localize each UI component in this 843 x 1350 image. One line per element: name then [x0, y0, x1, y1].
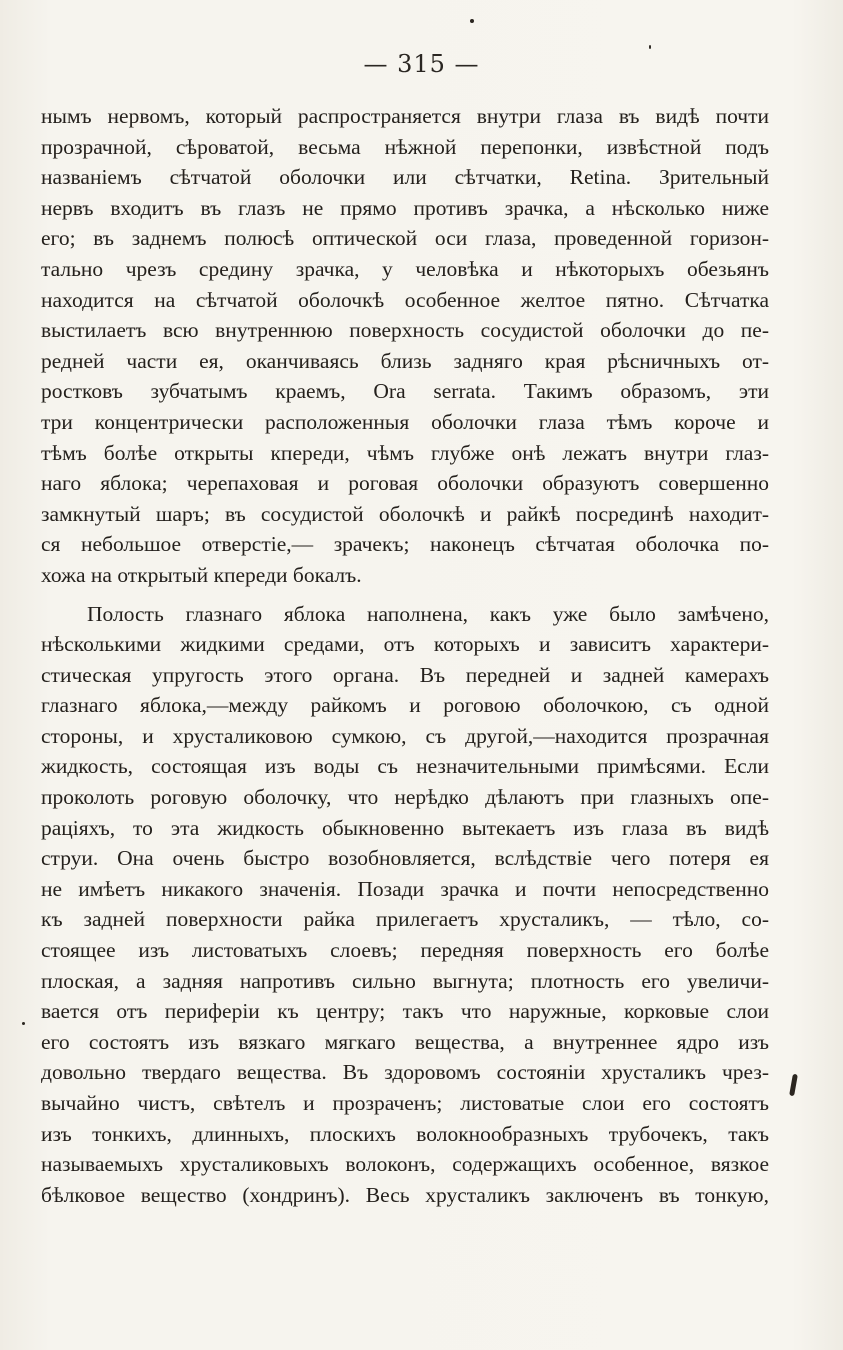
text-line: глазнаго яблока,—между райкомъ и роговою оболочкою, съ одной	[41, 693, 769, 718]
ink-speck	[470, 19, 474, 23]
text-line: его состоятъ изъ вязкаго мягкаго вещества, а внутреннее ядро изъ	[41, 1029, 769, 1054]
text-line: къ задней поверхности райка прилегаетъ хрусталикъ, — тѣло, со-	[41, 907, 769, 932]
text-line: жидкость, состоящая изъ воды съ незначительными примѣсями. Если	[41, 754, 769, 779]
text-line: замкнутый шаръ; въ сосудистой оболочкѣ и райкѣ посрединѣ находит-	[41, 501, 769, 526]
text-line: тально чрезъ средину зрачка, у человѣка и нѣкоторыхъ обезьянъ	[41, 256, 769, 281]
ink-speck	[789, 1074, 798, 1097]
text-line: нымъ нервомъ, который распространяется внутри глаза въ видѣ почти	[41, 104, 769, 128]
text-line: ростковъ зубчатымъ краемъ, Ora serrata. Такимъ образомъ, эти	[41, 379, 769, 404]
text-line: редней части ея, оканчиваясь близь задняго края рѣсничныхъ от-	[41, 348, 769, 373]
text-line: раціяхъ, то эта жидкость обыкновенно вытекаетъ изъ глаза въ видѣ	[41, 815, 769, 840]
text-line: плоская, а задняя напротивъ сильно выгнута; плотность его увеличи-	[41, 968, 769, 993]
text-line: нѣсколькими жидкими средами, отъ которыхъ и зависитъ характери-	[41, 632, 769, 657]
page-number: — 315 —	[363, 50, 480, 78]
text-line: бѣлковое вещество (хондринъ). Весь хрусталикъ заключенъ въ тонкую,	[41, 1182, 769, 1207]
text-line: тѣмъ болѣе открыты кпереди, чѣмъ глубже онѣ лежатъ внутри глаз-	[41, 440, 769, 465]
text-line: вается отъ периферіи къ центру; такъ что наружные, корковые слои	[41, 999, 769, 1024]
text-line: наго яблока; черепаховая и роговая оболочки образуютъ совершенно	[41, 471, 769, 496]
text-line: выстилаетъ всю внутреннюю поверхность сосудистой оболочки до пе-	[41, 318, 769, 343]
text-line: его; въ заднемъ полюсѣ оптической оси глаза, проведенной горизон-	[41, 226, 769, 251]
text-line: три концентрически расположенныя оболочки глаза тѣмъ короче и	[41, 409, 769, 434]
text-line: хожа на открытый кпереди бокалъ.	[41, 562, 362, 587]
text-line: нервъ входитъ въ глазъ не прямо противъ зрачка, а нѣсколько ниже	[41, 195, 769, 220]
text-line: проколоть роговую оболочку, что нерѣдко дѣлаютъ при глазныхъ опе-	[41, 785, 769, 810]
text-line: стическая упругость этого органа. Въ передней и задней камерахъ	[41, 662, 769, 687]
text-line: прозрачной, сѣроватой, весьма нѣжной перепонки, извѣстной подъ	[41, 134, 769, 159]
text-line: вычайно чистъ, свѣтелъ и прозраченъ; листоватые слои его состоятъ	[41, 1091, 769, 1115]
paragraph-gap	[41, 591, 769, 599]
text-line: не имѣетъ никакого значенія. Позади зрачка и почти непосредственно	[41, 876, 769, 901]
text-line: ся небольшое отверстіе,— зрачекъ; наконецъ сѣтчатая оболочка по-	[41, 532, 769, 557]
text-line: находится на сѣтчатой оболочкѣ особенное желтое пятно. Сѣтчатка	[41, 287, 769, 312]
text-line: довольно твердаго вещества. Въ здоровомъ состояніи хрусталикъ чрез-	[41, 1060, 769, 1085]
ink-speck	[22, 1022, 25, 1025]
text-line: названіемъ сѣтчатой оболочки или сѣтчатки, Retina. Зрительный	[41, 165, 769, 190]
paragraph-2	[41, 599, 769, 1211]
text-line: струи. Она очень быстро возобновляется, вслѣдствіе чего потеря ея	[41, 846, 769, 871]
ink-speck	[649, 45, 651, 49]
text-line: стоящее изъ листоватыхъ слоевъ; передняя поверхность его болѣе	[41, 938, 769, 963]
body-text	[41, 101, 769, 1210]
text-line: называемыхъ хрусталиковыхъ волоконъ, содержащихъ особенное, вязкое	[41, 1152, 769, 1177]
text-line: изъ тонкихъ, длинныхъ, плоскихъ волокнообразныхъ трубочекъ, такъ	[41, 1121, 769, 1146]
text-line: стороны, и хрусталиковою сумкою, съ другой,—находится прозрачная	[41, 723, 769, 748]
paragraph-1	[41, 101, 769, 591]
text-line: Полость глазнаго яблока наполнена, какъ уже было замѣчено,	[87, 601, 769, 626]
